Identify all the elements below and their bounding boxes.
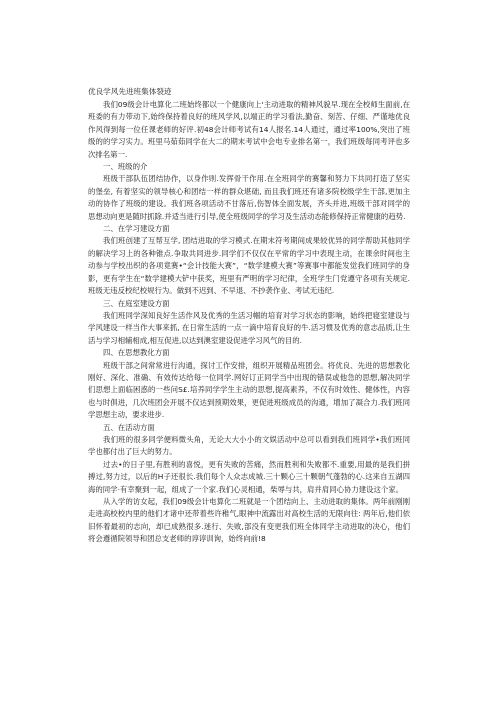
section-heading-2: 二、在学习建设方面: [103, 224, 170, 234]
paragraph-section-2: 我们班创建了互帮互学, 团结进取的学习模式.在期末符考期间成果较优异的同学帮助其他同学的解决学习上的各种锥点.争取共同进步.同学们不仅仅在平常的学习中表现主动，在课余时间也主动参与学校出织的各项竟赛•“会计技能大赛”，“数学建模大赛”等赛事中都能发觉我们班同学的身影，更有学生在“数学建模大铲中获奖，班里有严明的学习纪律，全班学生门党遵守各项有关规定.班级无违反校纪校规行为。做到不迟到、不早退、不抄袭作业、考试无违纪.: [88, 236, 410, 296]
section-heading-1: 一、班级的介: [103, 162, 148, 172]
paragraph-section-3: 我们班同学深知良好生活作风及优秀的生活习帼的培育对学习状态的影响，始终把寝室建设与学风建设一样当作大事来抓, 在日常生活的一点一滴中培育良好的牛.活习惯及优秀的意志品质,让生活与学习相辅相成,相互促进,以达到澳室建设促进学习风气的目的.: [88, 310, 410, 345]
paragraph-intro: 我们09级会计电算化二班始终都以一个健康向上'主动进取的精神风貌早.现在全校师生面前,在班委的有力带动下,始终保持着良好的班风学风,以端正的学习看法,勤奋、刻苦、仔细、严谨地优良作风得到每一位任课老师的好评.初48会计师考试有14人报名.14人通过，通过率100%,突出了班级的的学习实力。班里马茹茹同学在大二的期末考试中会电专业排名第一，我们班级每同考评也多次排名第一.: [88, 100, 410, 159]
section-heading-5: 五、在活动方面: [103, 422, 155, 432]
paragraph-reflection: 过去•的日子里,有胜利的喜悦，更有失败的苦痛，然而胜利和失败都不.重要,用最的是我们拼搏过,努力过，以后的H子还很长.我们每个人众志成城.三十颗心三十颗朝气蓬勃的心.这来自五湖四海的同学·有幸聚到一起，组成了一个家.我们心灵相通，柴辱与共，肩并肩同心协力建设这个家。: [88, 459, 410, 494]
document-body: [88, 86, 410, 546]
paragraph-section-4: 班级干部之间常常进行沟通，探讨工作安排，组织开展精品班团会。将优良、先进的思想教化刚好、深化、准确、有效传达给每一位同学.网好订正同学当中出现的错误或他急的思想,解决同学们思想上面临困惑的一些问S£.培养同学学生主动的思想,提高素养，不仅有时效性、健体性，内容也与时俱进，几次班团会开展不仅达到预期效果，更促进班级成员的沟通，增加了凝合力.我们班同学思想主动，要求进步.: [88, 360, 410, 420]
document-title: 优良学风先进班集体裂迹: [88, 87, 172, 96]
section-heading-4: 四、在思想教化方面: [103, 348, 170, 358]
paragraph-conclusion: 从入学的访女起，我们09级会计电算化二班就是一个团结向上、主动进取的集体。两年前刚刚走进高校校内里的他们才诸中还带着些许稚气,眼神中流露出对高校生活的无限向往: 两年后,他们依旧怀着最初的志向，却已成熟很多.迷行、失败,部没有变更我们班全体同学主动进取的决心，他们将会遵循院领导和团总支老师的谆谆训询，始终向前!8: [88, 497, 410, 544]
paragraph-section-5: 我们班的很多同学便料微头角，无论大大小小的文娱活动中总可以看到我们班同学•我们班同学也都付出了巨大的努力。: [88, 434, 410, 457]
section-heading-3: 三、在庭室建设方面: [103, 298, 170, 308]
paragraph-section-1: 班级干部队伍团结协作，以身作则.发挥骨干作用.在全班同学的赛馨和努力下共同打造了坚实的堡垒, 有着坚实的领导核心和团结一样的群众堪础, 而且我们班还有诸多院校级学生干部,更加主动的协作了班级的建设。我们班各项活动不甘落后,伤智体全面发展，齐头并进,班级干部对同学的思想动向更是随时抓除.并适当进行引导,使全班级同学的学习及生活动态能修保持正常健康的趋势.: [88, 174, 410, 221]
